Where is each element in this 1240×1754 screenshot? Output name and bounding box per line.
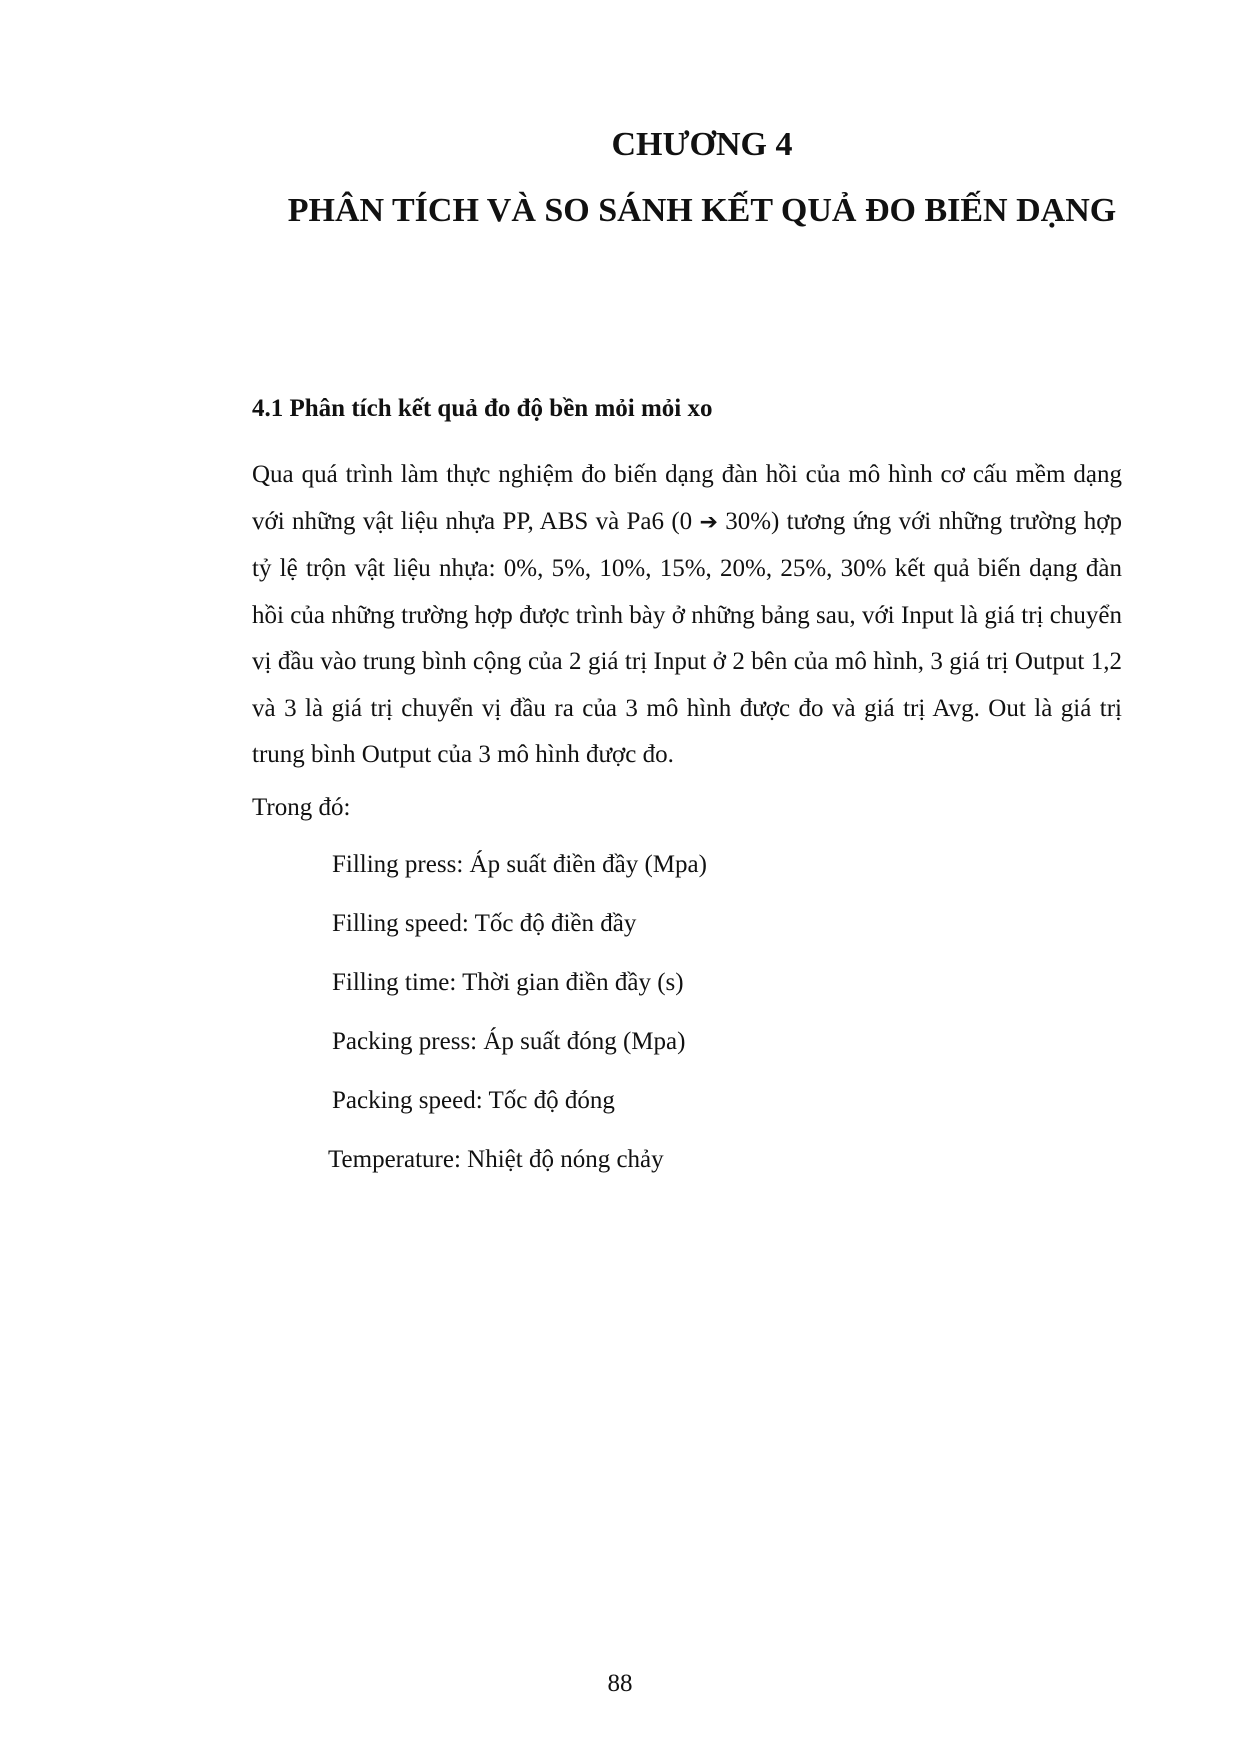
intro-paragraph [252,452,1122,779]
chapter-header [252,112,1152,244]
page-number: 88 [607,1670,633,1697]
definition-list [328,848,707,1202]
definition-filling-press: Filling press: Áp suất điền đầy (Mpa) [332,851,707,878]
chapter-title: PHÂN TÍCH VÀ SO SÁNH KẾT QUẢ ĐO BIẾN DẠNG [287,192,1117,229]
right-arrow-icon: ➔ [699,509,718,535]
intro-text-end: 30%) tương ứng với những trường hợp tỷ lệ trộn vật liệu nhựa: 0%, 5%, 10%, 15%, 20%, 25%, 30% kết quả biến dạng đàn hồi của những trường hợp được trình bày ở những bảng sau, với Input là giá trị chuyển vị đầu vào trung bình cộng của 2 giá trị Input ở 2 bên của mô hình, 3 giá trị Output 1,2 và 3 là giá trị chuyển vị đầu ra của 3 mô hình được đo và giá trị Avg. Out là giá trị trung bình Output của 3 mô hình được đo. [252,507,1122,768]
definitions-lead: Trong đó: [252,794,351,821]
definition-packing-press: Packing press: Áp suất đóng (Mpa) [332,1028,686,1055]
definition-packing-speed: Packing speed: Tốc độ đóng [332,1087,615,1114]
definition-filling-time: Filling time: Thời gian điền đầy (s) [332,969,684,996]
definition-filling-speed: Filling speed: Tốc độ điền đầy [332,910,637,937]
section-heading: 4.1 Phân tích kết quả đo độ bền mỏi mỏi xo [252,395,713,422]
chapter-number: CHƯƠNG 4 [611,126,793,163]
definition-temperature: Temperature: Nhiệt độ nóng chảy [328,1146,664,1173]
intro-text-start: Qua quá trình làm thực nghiệm đo biến dạng đàn hồi của mô hình cơ cấu mềm dạng với những vật liệu nhựa PP, ABS và Pa6 (0 [252,461,1122,535]
